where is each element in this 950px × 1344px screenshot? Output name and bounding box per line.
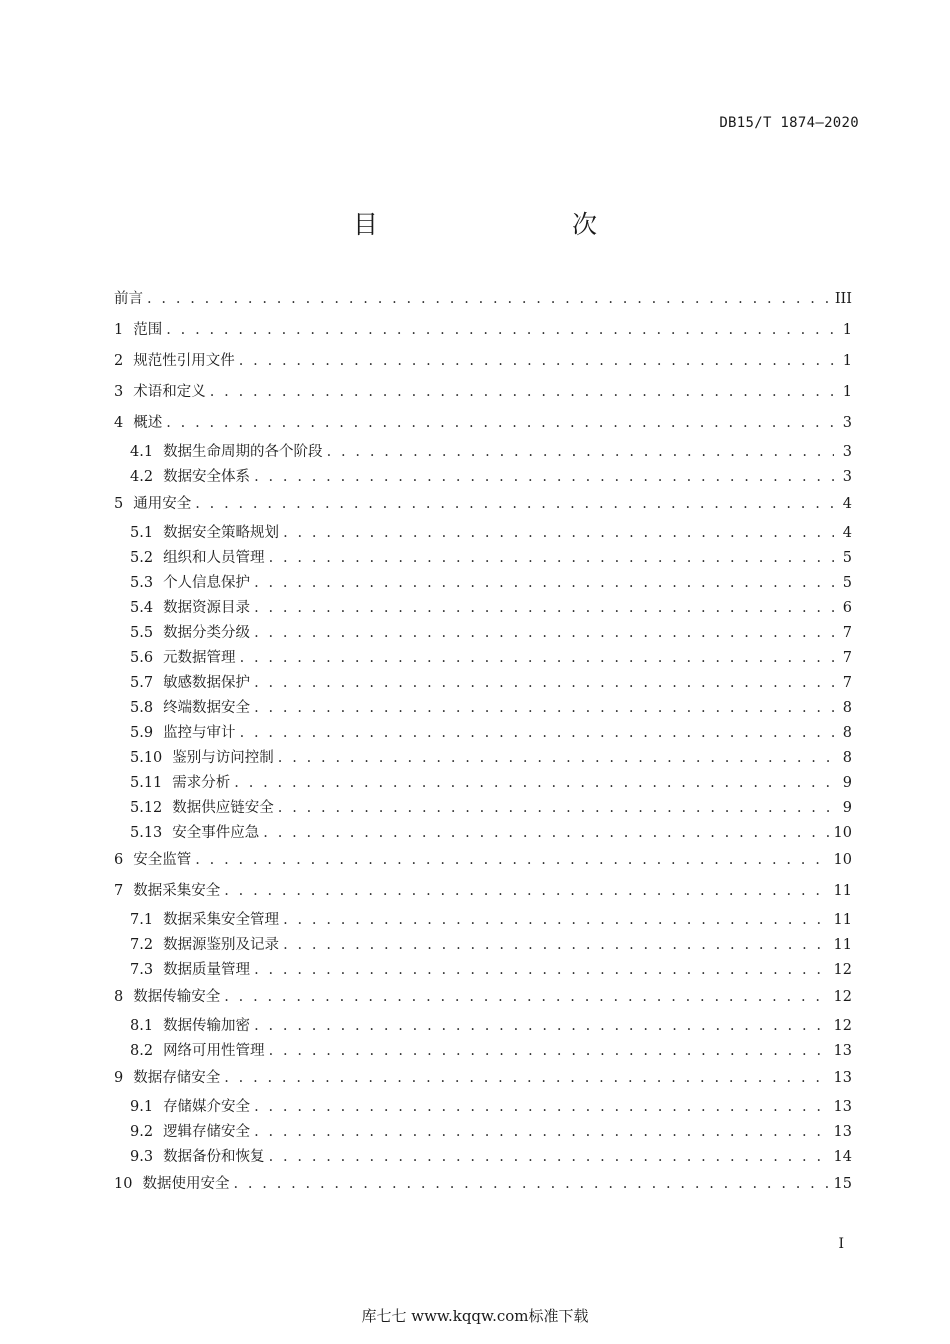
toc-entry-number: 5.8 <box>130 700 154 716</box>
toc-entry-page: 11 <box>833 937 852 953</box>
toc-entry-label: 数据资源目录 <box>163 600 251 616</box>
toc-entry-page: 4 <box>842 525 852 541</box>
toc-entry-number: 5.12 <box>130 800 163 816</box>
footer-watermark: 库七七 www.kqqw.com标准下载 <box>361 1307 589 1325</box>
toc-entry[interactable] <box>114 317 852 348</box>
toc-entry[interactable] <box>114 1015 852 1040</box>
toc-entry-page: 6 <box>842 600 852 616</box>
toc-leader-dots <box>254 1096 829 1118</box>
toc-entry-label: 终端数据安全 <box>163 700 251 716</box>
toc-entry-page: 7 <box>842 675 852 691</box>
toc-entry[interactable] <box>114 348 852 379</box>
toc-leader-dots <box>283 522 834 544</box>
toc-entry-page: 4 <box>842 496 852 512</box>
toc-leader-dots <box>240 647 834 669</box>
toc-entry-number: 7.3 <box>130 962 154 978</box>
toc-entry[interactable] <box>114 1065 852 1096</box>
standard-code: DB15/T 1874—2020 <box>719 115 859 131</box>
toc-entry-number: 1 <box>114 322 124 338</box>
toc-entry-page: 3 <box>842 444 852 460</box>
toc-leader-dots <box>233 1171 829 1197</box>
toc-entry[interactable] <box>114 959 852 984</box>
toc-entry-number: 4.2 <box>130 469 154 485</box>
toc-entry[interactable] <box>114 934 852 959</box>
toc-entry-page: 15 <box>833 1176 852 1192</box>
toc-leader-dots <box>210 379 834 405</box>
toc-entry-label: 安全监管 <box>133 852 192 868</box>
toc-entry-label: 数据采集安全 <box>133 883 221 899</box>
toc-leader-dots <box>239 348 834 374</box>
toc-entry-number: 4.1 <box>130 444 154 460</box>
toc-entry-page: 3 <box>842 415 852 431</box>
toc-leader-dots <box>254 572 834 594</box>
toc-entry[interactable] <box>114 697 852 722</box>
toc-entry[interactable] <box>114 622 852 647</box>
toc-entry-label: 数据质量管理 <box>163 962 251 978</box>
toc-entry[interactable] <box>114 597 852 622</box>
toc-leader-dots <box>263 822 829 844</box>
toc-entry-number: 7.1 <box>130 912 154 928</box>
toc-leader-dots <box>283 909 829 931</box>
toc-entry-number: 5.5 <box>130 625 154 641</box>
toc-entry-page: 13 <box>833 1070 852 1086</box>
toc-entry-page: 5 <box>842 550 852 566</box>
toc-entry-page: 12 <box>833 1018 852 1034</box>
toc-entry-label: 数据安全体系 <box>163 469 251 485</box>
toc-entry[interactable] <box>114 909 852 934</box>
toc-entry-page: 14 <box>833 1149 852 1165</box>
toc-entry-page: 10 <box>833 825 852 841</box>
toc-entry[interactable] <box>114 1040 852 1065</box>
toc-entry-number: 5.3 <box>130 575 154 591</box>
toc-entry-number: 3 <box>114 384 124 400</box>
toc-leader-dots <box>254 622 834 644</box>
toc-entry-page: 8 <box>842 750 852 766</box>
toc-entry[interactable] <box>114 547 852 572</box>
toc-leader-dots <box>224 1065 829 1091</box>
toc-entry-label: 数据使用安全 <box>142 1176 230 1192</box>
toc-entry[interactable] <box>114 647 852 672</box>
toc-entry-label: 前言 <box>114 291 143 307</box>
toc-leader-dots <box>254 466 834 488</box>
toc-entry-number: 5.2 <box>130 550 154 566</box>
toc-entry[interactable] <box>114 1121 852 1146</box>
toc-entry-label: 监控与审计 <box>163 725 236 741</box>
toc-entry-page: 1 <box>842 353 852 369</box>
toc-entry[interactable] <box>114 491 852 522</box>
toc-leader-dots <box>278 797 834 819</box>
toc-leader-dots <box>269 547 834 569</box>
toc-leader-dots <box>254 1015 829 1037</box>
toc-leader-dots <box>254 597 834 619</box>
toc-entry-label: 规范性引用文件 <box>133 353 235 369</box>
toc-entry-page: 8 <box>842 725 852 741</box>
toc-entry-page: 13 <box>833 1124 852 1140</box>
toc-entry-label: 鉴别与访问控制 <box>172 750 274 766</box>
toc-entry-number: 5.6 <box>130 650 154 666</box>
toc-entry-label: 元数据管理 <box>163 650 236 666</box>
toc-entry-page: 9 <box>842 800 852 816</box>
toc-entry-label: 个人信息保护 <box>163 575 251 591</box>
toc-leader-dots <box>269 1040 830 1062</box>
toc-leader-dots <box>327 441 834 463</box>
table-of-contents <box>114 286 852 1202</box>
toc-entry-number: 5.10 <box>130 750 163 766</box>
toc-entry[interactable] <box>114 984 852 1015</box>
toc-entry-number: 7.2 <box>130 937 154 953</box>
toc-entry-label: 数据供应链安全 <box>172 800 274 816</box>
toc-leader-dots <box>195 491 834 517</box>
toc-leader-dots <box>166 317 834 343</box>
toc-entry-number: 8 <box>114 989 124 1005</box>
toc-leader-dots <box>269 1146 830 1168</box>
toc-entry-number: 2 <box>114 353 124 369</box>
toc-entry-number: 7 <box>114 883 124 899</box>
toc-entry-page: 11 <box>833 912 852 928</box>
toc-entry-number: 5.13 <box>130 825 163 841</box>
toc-entry-number: 5.1 <box>130 525 154 541</box>
toc-entry-page: III <box>834 291 852 307</box>
toc-entry-page: 11 <box>833 883 852 899</box>
toc-entry-page: 13 <box>833 1043 852 1059</box>
toc-entry-page: 9 <box>842 775 852 791</box>
toc-entry-label: 概述 <box>133 415 163 431</box>
toc-entry[interactable] <box>114 1171 852 1202</box>
toc-entry[interactable] <box>114 822 852 847</box>
toc-entry-label: 数据采集安全管理 <box>163 912 280 928</box>
toc-entry-number: 9.3 <box>130 1149 154 1165</box>
toc-entry[interactable] <box>114 847 852 878</box>
toc-entry-number: 9.2 <box>130 1124 154 1140</box>
toc-entry-page: 12 <box>833 962 852 978</box>
toc-entry-number: 5 <box>114 496 124 512</box>
toc-entry-number: 8.2 <box>130 1043 154 1059</box>
toc-leader-dots <box>254 959 829 981</box>
toc-entry[interactable] <box>114 572 852 597</box>
toc-entry-label: 存储媒介安全 <box>163 1099 251 1115</box>
toc-entry[interactable] <box>114 797 852 822</box>
toc-entry-label: 组织和人员管理 <box>163 550 265 566</box>
toc-entry-page: 12 <box>833 989 852 1005</box>
toc-entry-number: 6 <box>114 852 124 868</box>
page-number: I <box>838 1236 844 1252</box>
toc-entry[interactable] <box>114 1146 852 1171</box>
toc-entry-label: 数据安全策略规划 <box>163 525 280 541</box>
toc-leader-dots <box>224 984 829 1010</box>
toc-entry[interactable] <box>114 441 852 466</box>
toc-entry-label: 数据存储安全 <box>133 1070 221 1086</box>
toc-entry-page: 3 <box>842 469 852 485</box>
toc-entry-page: 10 <box>833 852 852 868</box>
toc-entry-label: 通用安全 <box>133 496 192 512</box>
toc-leader-dots <box>278 747 834 769</box>
toc-entry-number: 9 <box>114 1070 124 1086</box>
toc-entry-label: 数据传输加密 <box>163 1018 251 1034</box>
page-title: 目 次 <box>352 210 645 239</box>
toc-entry[interactable] <box>114 878 852 909</box>
toc-entry[interactable] <box>114 286 852 317</box>
toc-entry-number: 5.11 <box>130 775 163 791</box>
toc-entry-label: 数据源鉴别及记录 <box>163 937 280 953</box>
toc-entry[interactable] <box>114 722 852 747</box>
toc-entry-label: 范围 <box>133 322 163 338</box>
toc-entry-label: 逻辑存储安全 <box>163 1124 251 1140</box>
toc-entry-page: 1 <box>842 384 852 400</box>
toc-leader-dots <box>283 934 829 956</box>
toc-entry-label: 敏感数据保护 <box>163 675 251 691</box>
toc-entry-label: 术语和定义 <box>133 384 206 400</box>
toc-entry[interactable] <box>114 466 852 491</box>
toc-leader-dots <box>195 847 829 873</box>
toc-entry-page: 8 <box>842 700 852 716</box>
toc-entry-label: 需求分析 <box>172 775 231 791</box>
toc-entry[interactable] <box>114 672 852 697</box>
toc-entry-page: 7 <box>842 650 852 666</box>
toc-leader-dots <box>254 697 834 719</box>
toc-entry-number: 5.7 <box>130 675 154 691</box>
toc-entry-number: 9.1 <box>130 1099 154 1115</box>
toc-leader-dots <box>147 286 831 312</box>
toc-entry-page: 1 <box>842 322 852 338</box>
toc-entry[interactable] <box>114 747 852 772</box>
toc-entry[interactable] <box>114 379 852 410</box>
toc-entry-page: 13 <box>833 1099 852 1115</box>
toc-entry-label: 数据分类分级 <box>163 625 251 641</box>
toc-entry[interactable] <box>114 522 852 547</box>
toc-entry-number: 10 <box>114 1176 133 1192</box>
toc-entry[interactable] <box>114 772 852 797</box>
toc-entry-number: 4 <box>114 415 124 431</box>
toc-entry-label: 数据生命周期的各个阶段 <box>163 444 323 460</box>
toc-entry-page: 5 <box>842 575 852 591</box>
toc-entry[interactable] <box>114 1096 852 1121</box>
toc-entry-number: 5.4 <box>130 600 154 616</box>
toc-entry-number: 8.1 <box>130 1018 154 1034</box>
toc-leader-dots <box>254 1121 829 1143</box>
toc-leader-dots <box>224 878 829 904</box>
toc-entry-label: 数据备份和恢复 <box>163 1149 265 1165</box>
toc-entry-label: 网络可用性管理 <box>163 1043 265 1059</box>
toc-leader-dots <box>234 772 834 794</box>
toc-leader-dots <box>240 722 834 744</box>
toc-entry-label: 数据传输安全 <box>133 989 221 1005</box>
toc-entry-label: 安全事件应急 <box>172 825 260 841</box>
toc-leader-dots <box>166 410 834 436</box>
toc-entry-page: 7 <box>842 625 852 641</box>
toc-entry[interactable] <box>114 410 852 441</box>
toc-leader-dots <box>254 672 834 694</box>
toc-entry-number: 5.9 <box>130 725 154 741</box>
